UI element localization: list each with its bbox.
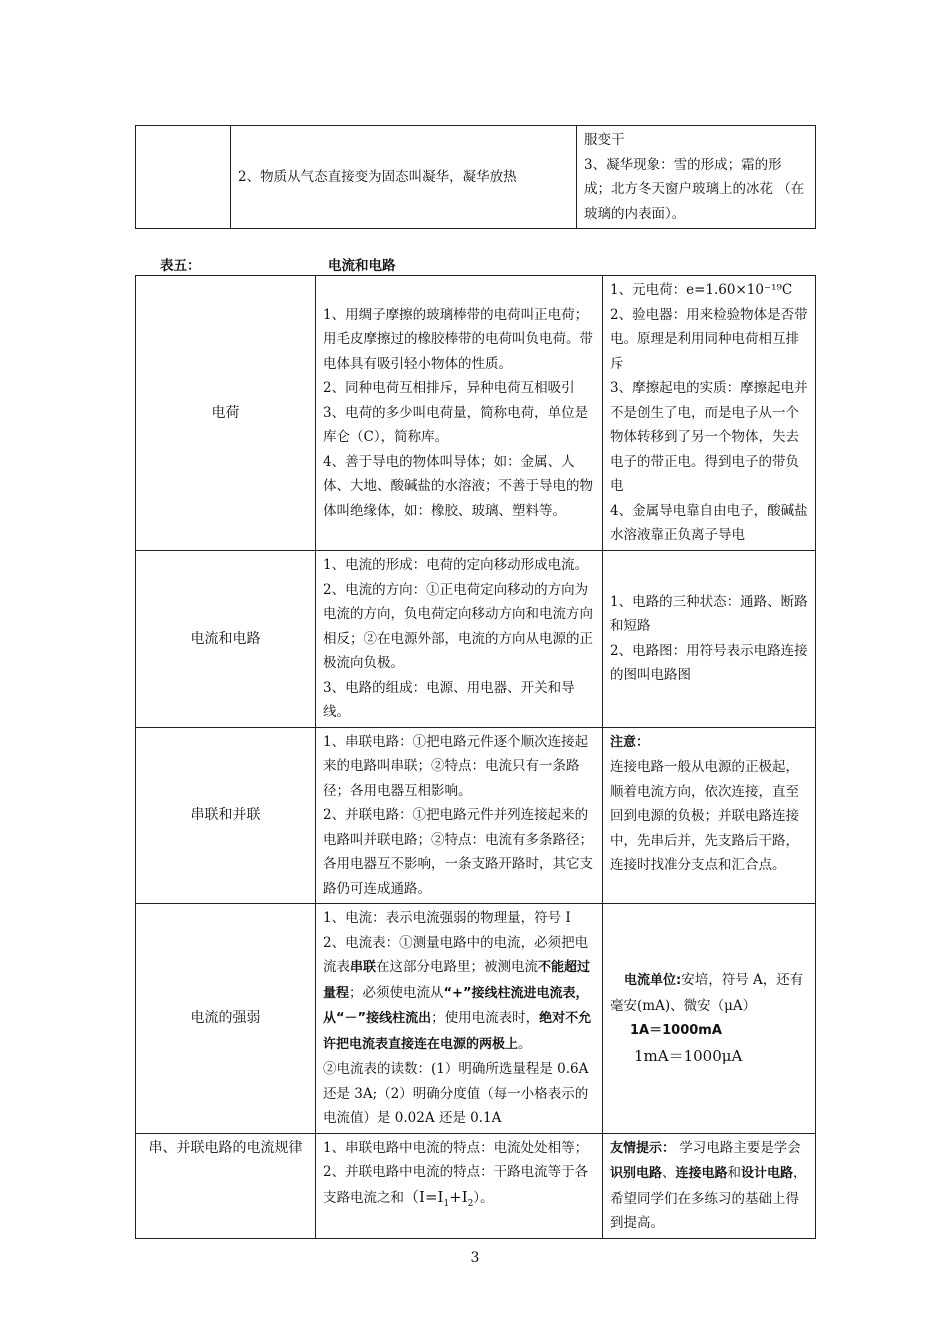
- parallel-rule: 2、并联电路中电流的特点：干路电流等于各支路电流之和$(I=I_1+I_2)$。: [323, 1164, 589, 1209]
- table-title: 电流和电路: [328, 258, 396, 274]
- row-label: 电流和电路: [136, 551, 316, 728]
- unit-equation-1: 1A＝1000mA: [630, 1023, 722, 1039]
- current-definition: 1、电流：表示电流强弱的物理量，符号 I: [323, 910, 571, 926]
- charge-note-4: 4、金属导电靠自由电子，酸碱盐水溶液靠正负离子导电: [610, 502, 808, 543]
- table-row: [136, 276, 816, 551]
- table-row: [136, 727, 816, 904]
- ammeter-reading: ②电流表的读数：(1）明确所选量程是 0.6A 还是 3A;（2）明确分度值（每一小格表示的电流值）是 0.02A 还是 0.1A: [323, 1061, 589, 1126]
- table-row: [136, 551, 816, 728]
- row-middle-cell: [316, 551, 603, 728]
- circuit-point-1: 1、电流的形成：电荷的定向移动形成电流。: [323, 557, 589, 573]
- ammeter-rules: 2、电流表：①测量电路中的电流，必须把电流表串联在这部分电路里；被测电流不能超过量程；必须使电流从“+”接线柱流进电流表，从“－”接线柱流出；使用电流表时，绝对不允许把电流表直接连在电源的两极上。: [323, 934, 592, 1052]
- friendly-tip: 友情提示： 学习电路主要是学会识别电路、连接电路和设计电路，希望同学们在多练习的基础上得到提高。: [610, 1139, 807, 1231]
- circuit-note-2: 2、电路图：用符号表示电路连接的图叫电路图: [610, 642, 808, 684]
- row-middle-cell: [316, 276, 603, 551]
- row-middle-cell: [316, 1133, 603, 1238]
- top-table: [135, 125, 816, 229]
- page-number: 3: [470, 1250, 480, 1266]
- row-label: 串联和并联: [136, 727, 316, 904]
- top-table-right-cell: [577, 126, 816, 229]
- row-right-cell: [603, 276, 816, 551]
- connection-note: 连接电路一般从电源的正极起，顺着电流方向，依次连接，直至回到电源的负极；并联电路连接中，先串后并，先支路后干路，连接时找准分支点和汇合点。: [610, 759, 799, 873]
- circuit-point-3: 3、电路的组成：电源、用电器、开关和导线。: [323, 679, 575, 720]
- parallel-point: 2、并联电路：①把电路元件并列连接起来的电路叫并联电路；②特点：电流有多条路径；各用电器互不影响，一条支路开路时，其它支路仍可连成通路。: [323, 807, 593, 897]
- charge-point-3: 3、电荷的多少叫电荷量，简称电荷，单位是库仑（C），简称库。: [323, 404, 589, 446]
- unit-note: 电流单位:安培，符号 A，还有毫安(mA)、微安（μA）: [610, 972, 804, 1014]
- row-right-cell: [603, 727, 816, 904]
- row-right-cell: [603, 904, 816, 1134]
- table-label: 表五：: [160, 258, 201, 274]
- current-circuit-table: [135, 275, 816, 1239]
- current-formula: （$I=I_1+I_2$: [404, 1187, 474, 1209]
- table-row: [136, 904, 816, 1134]
- charge-point-4: 4、善于导电的物体叫导体；如：金属、人体、大地、酸碱盐的水溶液；不善于导电的物体叫绝缘体，如：橡胶、玻璃、塑料等。: [323, 453, 593, 519]
- series-rule: 1、串联电路中电流的特点：电流处处相等；: [323, 1139, 589, 1156]
- row-label: 电流的强弱: [136, 904, 316, 1134]
- note-title: 注意：: [610, 734, 650, 750]
- charge-point-2: 2、同种电荷互相排斥，异种电荷互相吸引: [323, 380, 575, 397]
- charge-note-2: 2、验电器：用来检验物体是否带电。原理是利用同种电荷相互排斥: [610, 306, 808, 372]
- row-right-cell: [603, 1133, 816, 1238]
- row-label: 串、并联电路的电流规律: [136, 1133, 316, 1238]
- row-label: 电荷: [136, 276, 316, 551]
- row-middle-cell: [316, 727, 603, 904]
- charge-point-1: 1、用绸子摩擦的玻璃棒带的电荷叫正电荷；用毛皮摩擦过的橡胶棒带的电荷叫负电荷。带电体具有吸引轻小物体的性质。: [323, 306, 593, 372]
- row-middle-cell: [316, 904, 603, 1134]
- top-right-line-2: 3、凝华现象：雪的形成；霜的形成；北方冬天窗户玻璃上的冰花 （在玻璃的内表面）。: [584, 156, 805, 222]
- top-table-label-cell: [136, 126, 231, 229]
- unit-equation-2: 1mA＝1000μA: [634, 1046, 743, 1065]
- circuit-note-1: 1、电路的三种状态：通路、断路和短路: [610, 593, 808, 635]
- charge-note-1: 1、元电荷：e=1.60×10⁻¹⁹C: [610, 282, 793, 298]
- row-right-cell: [603, 551, 816, 728]
- series-point: 1、串联电路：①把电路元件逐个顺次连接起来的电路叫串联；②特点：电流只有一条路径；各用电器互相影响。: [323, 733, 589, 799]
- table-row: [136, 1133, 816, 1238]
- circuit-point-2: 2、电流的方向：①正电荷定向移动的方向为电流的方向，负电荷定向移动方向和电流方向相反；②在电源外部，电流的方向从电源的正极流向负极。: [323, 581, 593, 671]
- charge-note-3: 3、摩擦起电的实质：摩擦起电并不是创生了电，而是电子从一个物体转移到了另一个物体，失去电子的带正电。得到电子的带负电: [610, 380, 808, 494]
- top-table-middle-cell: [231, 126, 577, 229]
- sublimation-text: 2、物质从气态直接变为固态叫凝华，凝华放热: [238, 168, 517, 185]
- top-right-line-1: 服变干: [584, 132, 625, 148]
